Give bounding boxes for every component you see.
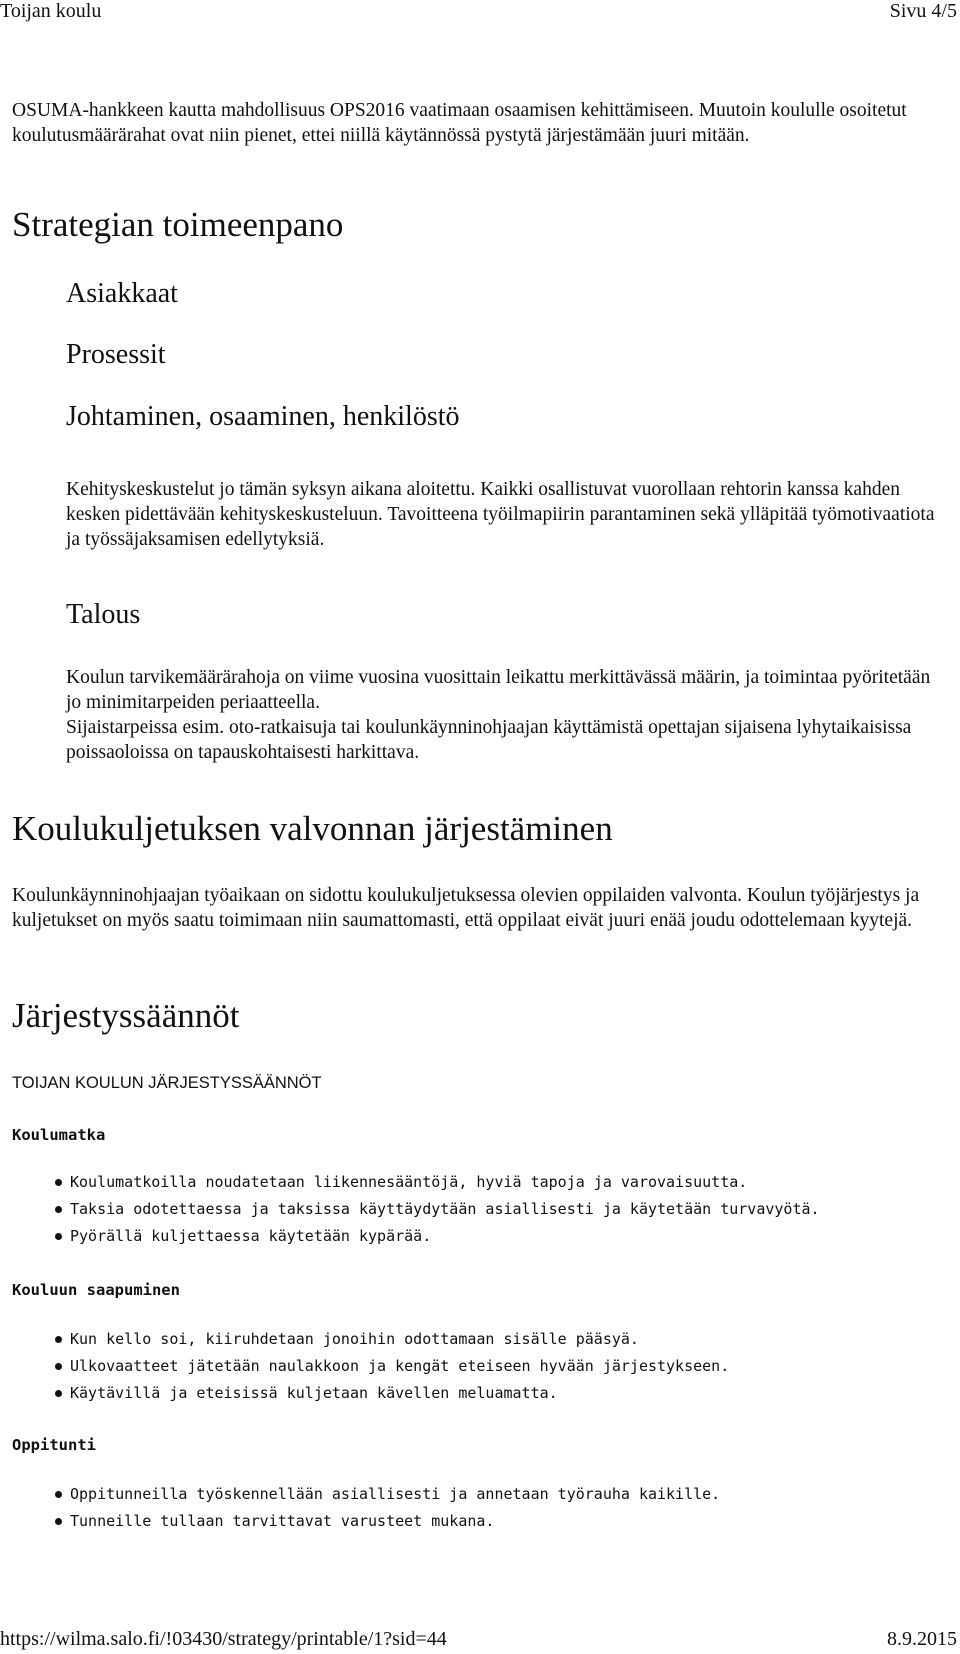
rules-list-oppitunti	[12, 1481, 932, 1535]
section-heading-koulumatka: Koulumatka	[12, 1126, 106, 1144]
page-number: Sivu 4/5	[889, 0, 957, 22]
section-heading-kouluun-saapuminen: Kouluun saapuminen	[12, 1281, 180, 1299]
finance-heading: Talous	[66, 599, 141, 630]
list-item: Tunneille tullaan tarvittavat varusteet mukana.	[12, 1508, 932, 1535]
leadership-paragraph: Kehityskeskustelut jo tämän syksyn aikana aloitettu. Kaikki osallistuvat vuorollaan rehtorin kanssa kahden kesken pidettävään kehityskeskusteluun. Tavoitteena työilmapiirin parantaminen sekä ylläpitää työmotivaatiota ja työssäjaksamisen edellytyksiä.	[66, 479, 935, 550]
leadership-heading: Johtaminen, osaaminen, henkilöstö	[66, 401, 460, 432]
strategy-title: Strategian toimeenpano	[12, 205, 344, 244]
bullet-icon	[55, 1206, 62, 1213]
list-item: Kun kello soi, kiiruhdetaan jonoihin odottamaan sisälle pääsyä.	[12, 1326, 932, 1353]
list-item: Taksia odotettaessa ja taksissa käyttäydytään asiallisesti ja käytetään turvavyötä.	[12, 1196, 932, 1223]
intro-paragraph: OSUMA-hankkeen kautta mahdollisuus OPS2016 vaatimaan osaamisen kehittämiseen. Muutoin koululle osoitetut koulutusmäärärahat ovat niin pienet, ettei niillä käytännössä pystytä järjestämään juuri mitään.	[12, 100, 907, 146]
rules-list-saapuminen	[12, 1326, 932, 1407]
rules-caps-title: TOIJAN KOULUN JÄRJESTYSSÄÄNNÖT	[12, 1074, 322, 1092]
print-footer	[0, 1628, 960, 1654]
processes-heading: Prosessit	[66, 339, 166, 370]
finance-paragraph-2: Sijaistarpeissa esim. oto-ratkaisuja tai koulunkäynninohjaajan käyttämistä opettajan sijaisena lyhytaikaisissa poissaoloissa on tapauskohtaisesti harkittava.	[66, 717, 912, 763]
finance-paragraph-1: Koulun tarvikemäärärahoja on viime vuosina vuosittain leikattu merkittävässä määrin, ja toimintaa pyöritetään jo minimitarpeiden periaatteella.	[66, 667, 931, 713]
bullet-icon	[55, 1233, 62, 1240]
transport-paragraph: Koulunkäynninohjaajan työaikaan on sidottu koulukuljetuksessa olevien oppilaiden valvonta. Koulun työjärjestys ja kuljetukset on myös saatu toimimaan niin saumattomasti, että oppilaat eivät juuri enää joudu odottelemaan kyytejä.	[12, 885, 920, 931]
rules-list-koulumatka	[12, 1169, 932, 1250]
section-heading-oppitunti: Oppitunti	[12, 1436, 96, 1454]
list-item: Käytävillä ja eteisissä kuljetaan kävellen meluamatta.	[12, 1380, 932, 1407]
bullet-icon	[55, 1179, 62, 1186]
list-item: Koulumatkoilla noudatetaan liikennesääntöjä, hyviä tapoja ja varovaisuutta.	[12, 1169, 932, 1196]
bullet-icon	[55, 1491, 62, 1498]
rules-title: Järjestyssäännöt	[12, 996, 240, 1035]
school-name: Toijan koulu	[0, 0, 102, 22]
list-item: Pyörällä kuljettaessa käytetään kypärää.	[12, 1223, 932, 1250]
page-url: https://wilma.salo.fi/!03430/strategy/printable/1?sid=44	[0, 1628, 447, 1650]
print-header	[0, 0, 960, 26]
bullet-icon	[55, 1518, 62, 1525]
bullet-icon	[55, 1363, 62, 1370]
print-date: 8.9.2015	[887, 1628, 957, 1650]
customers-heading: Asiakkaat	[66, 278, 178, 309]
list-item: Oppitunneilla työskennellään asiallisesti ja annetaan työrauha kaikille.	[12, 1481, 932, 1508]
bullet-icon	[55, 1390, 62, 1397]
transport-title: Koulukuljetuksen valvonnan järjestäminen	[12, 809, 613, 848]
list-item: Ulkovaatteet jätetään naulakkoon ja kengät eteiseen hyvään järjestykseen.	[12, 1353, 932, 1380]
bullet-icon	[55, 1336, 62, 1343]
